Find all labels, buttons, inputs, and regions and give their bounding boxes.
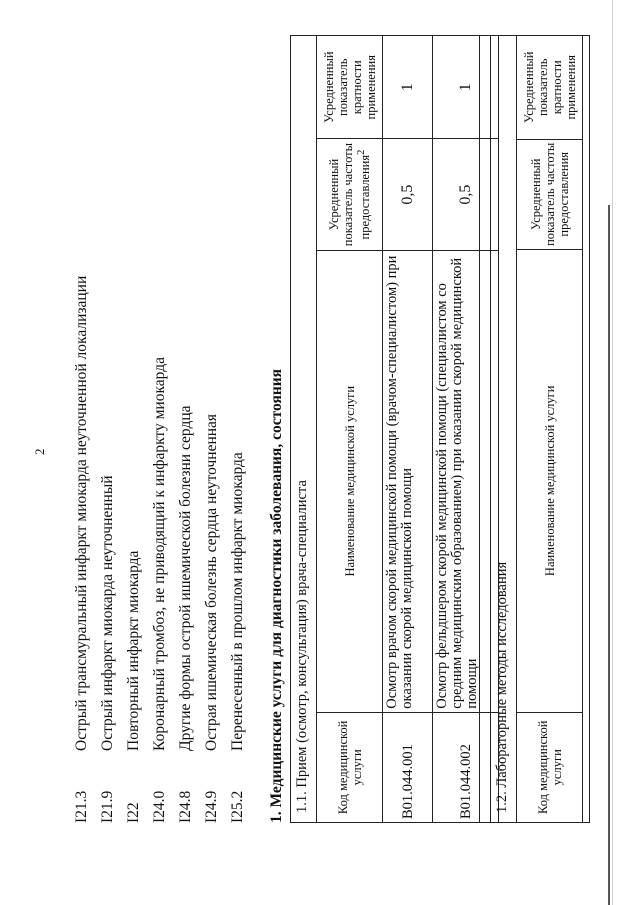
icd-code: I21.9 [99,790,116,823]
column-header-frequency [317,139,383,250]
scan-edge-shadow [608,205,610,905]
scan-edge-line [612,0,613,905]
icd-description: Другие формы острой ишемической болезни сердца [177,405,194,751]
service-multiplicity: 1 [433,36,499,139]
column-header-code: Код медицинской услуги [317,712,383,822]
icd-description: Острая ишемическая болезнь сердца неуточненная [203,413,220,751]
page-number: 2 [32,448,47,455]
icd-description: Перенесенный в прошлом инфаркт миокарда [229,452,246,751]
section-title: 1. Медицинские услуги для диагностики заболевания, состояния [268,368,285,823]
icd-description: Коронарный тромбоз, не приводящий к инфаркту миокарда [151,357,168,751]
icd-code: I24.8 [177,790,194,823]
table-subheading: 1.2. Лабораторные методы исследования [494,561,510,813]
table-subheading: 1.1. Прием (осмотр, консультация) врача-специалиста [294,480,310,813]
service-code: B01.044.002 [433,712,499,822]
service-name: Осмотр врачом скорой медицинской помощи (врачом-специалистом) при оказании скорой медицинской помощи [383,250,433,712]
service-name: Осмотр фельдшером скорой медицинской помощи (специалистом со средним медицинским образованием) при оказании скорой медицинской помощи [433,250,499,712]
service-multiplicity: 1 [383,36,433,139]
column-header-name: Наименование медицинской услуги [317,250,383,712]
icd-code: I21.3 [73,790,90,823]
table-header-row [317,36,383,823]
table-row [383,36,433,823]
footnote-marker: 2 [355,149,367,155]
column-header-name: Наименование медицинской услуги [517,250,583,713]
icd-code: I22 [125,802,142,823]
service-code: B01.044.001 [383,712,433,822]
table-row [433,36,499,823]
service-frequency: 0,5 [383,139,433,250]
column-header-multiplicity: Усредненный показатель кратности применения [517,36,583,140]
frequency-header-text: Усредненный показатель частоты предоставления [326,142,373,247]
service-frequency: 0,5 [433,139,499,250]
column-header-frequency: Усредненный показатель частоты предоставления [517,139,583,249]
icd-code: I24.9 [203,790,220,823]
icd-description: Острый инфаркт миокарда неуточненный [99,475,116,751]
icd-description: Повторный инфаркт миокарда [125,550,142,751]
table-lab-methods [516,35,583,823]
column-header-code: Код медицинской услуги [517,712,583,822]
icd-code: I25.2 [229,790,246,823]
table-consultations [316,35,499,823]
icd-code: I24.0 [151,790,168,823]
icd-description: Острый трансмуральный инфаркт миокарда неуточненной локализации [73,275,90,751]
column-header-multiplicity: Усредненный показатель кратности применения [317,36,383,139]
table-header-row [517,36,583,823]
